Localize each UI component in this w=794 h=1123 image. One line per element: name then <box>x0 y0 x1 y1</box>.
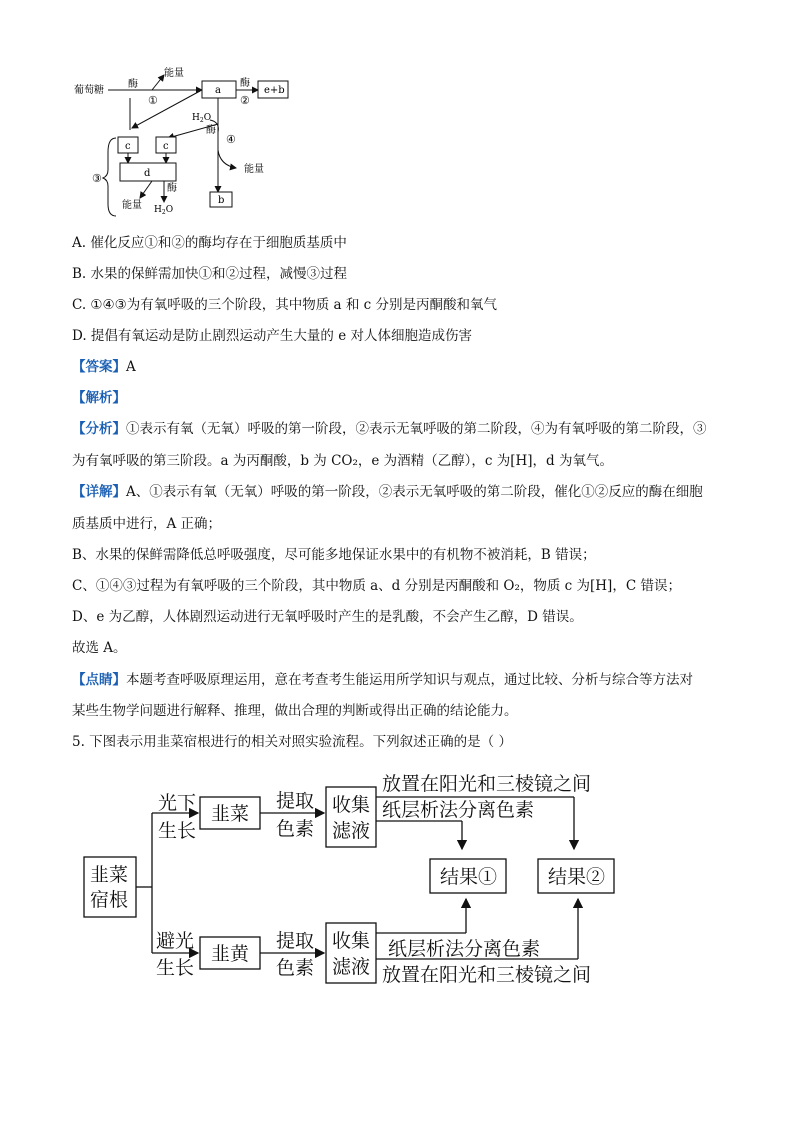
root-label-2: 宿根 <box>90 889 129 911</box>
root-label-1: 韭菜 <box>90 864 129 886</box>
glucose-label: 葡萄糖 <box>74 85 104 96</box>
extract-label-1a: 提取 <box>276 790 315 812</box>
yellow-leek-label: 韭黄 <box>211 943 250 965</box>
xiangjie-tag: 【详解】 <box>72 484 126 500</box>
box-b-label: b <box>218 195 225 206</box>
dark-label-1: 避光 <box>156 930 195 952</box>
filtrate-bottom-2: 滤液 <box>332 956 371 978</box>
result-2-label: 结果② <box>548 866 606 888</box>
option-a: A. 催化反应①和②的酶均存在于细胞质基质中 <box>72 235 347 251</box>
enzyme-label-4: 酶 <box>167 183 177 194</box>
prism-label-top: 放置在阳光和三棱镜之间 <box>382 773 592 795</box>
dianjing-text-1: 本题考查呼吸原理运用，意在考查考生能运用所学知识与观点，通过比较、分析与综合等方法对 <box>126 672 693 688</box>
option-b: B. 水果的保鲜需加快①和②过程，减慢③过程 <box>72 266 348 282</box>
dianjing-tag: 【点睛】 <box>72 672 126 688</box>
xiangjie-c: C、①④③过程为有氧呼吸的三个阶段，其中物质 a、d 分别是丙酮酸和 O₂，物质 c 为[H]，C 错误； <box>72 578 681 594</box>
xiangjie-line-1 <box>72 482 732 502</box>
respiration-diagram <box>60 60 320 220</box>
analysis-line <box>72 388 732 408</box>
h2o-label-2: $H_2O$ <box>154 205 174 216</box>
h2o-label-1: $H_2O$ <box>192 113 212 124</box>
step-3-label: ③ <box>92 172 102 185</box>
fenxi-tag: 【分析】 <box>72 421 126 437</box>
filtrate-top-2: 滤液 <box>332 820 371 842</box>
dianjing-text-2: 某些生物学问题进行解释、推理，做出合理的判断或得出正确的结论能力。 <box>72 703 518 719</box>
box-c-right-label: c <box>163 141 169 152</box>
energy-label-1: 能量 <box>164 68 184 79</box>
extract-label-2b: 色素 <box>276 957 315 979</box>
extract-label-2a: 提取 <box>276 930 315 952</box>
xiangjie-a-2: 质基质中进行，A 正确； <box>72 516 222 532</box>
question-5: 5. 下图表示用韭菜宿根进行的相关对照实验流程。下列叙述正确的是（ ） <box>72 734 512 750</box>
filtrate-top-1: 收集 <box>332 794 371 816</box>
box-a-label: a <box>215 85 221 96</box>
dianjing-line-1 <box>72 670 732 690</box>
xiangjie-a-1: A、①表示有氧（无氧）呼吸的第一阶段，②表示无氧呼吸的第二阶段，催化①②反应的酶在细胞 <box>126 484 703 500</box>
light-label-2: 生长 <box>158 820 197 842</box>
energy-label-2: 能量 <box>244 164 264 175</box>
box-eb-label: e+b <box>264 85 285 96</box>
energy-label-3: 能量 <box>122 200 142 211</box>
fenxi-line-1 <box>72 419 732 439</box>
light-label-1: 光下 <box>158 792 197 814</box>
xiangjie-conclusion: 故选 A。 <box>72 640 127 656</box>
answer-value: A <box>126 359 136 375</box>
xiangjie-d: D、e 为乙醇，人体剧烈运动进行无氧呼吸时产生的是乳酸，不会产生乙醇，D 错误。 <box>72 609 583 625</box>
option-d: D. 提倡有氧运动是防止剧烈运动产生大量的 e 对人体细胞造成伤害 <box>72 328 472 344</box>
dark-label-2: 生长 <box>156 957 195 979</box>
enzyme-label-2: 酶 <box>240 78 250 89</box>
box-d-label: d <box>144 168 151 179</box>
step-1-label: ① <box>148 94 158 107</box>
paper-label-top: 纸层析法分离色素 <box>382 799 535 821</box>
analysis-tag: 【解析】 <box>72 390 126 406</box>
fenxi-text-1: ①表示有氧（无氧）呼吸的第一阶段，②表示无氧呼吸的第二阶段，④为有氧呼吸的第二阶段，③ <box>126 421 707 437</box>
prism-label-bottom: 放置在阳光和三棱镜之间 <box>382 964 592 986</box>
xiangjie-b: B、水果的保鲜需降低总呼吸强度，尽可能多地保证水果中的有机物不被消耗，B 错误； <box>72 547 596 563</box>
paper-label-bottom: 纸层析法分离色素 <box>388 938 541 960</box>
option-c: C. ①④③为有氧呼吸的三个阶段，其中物质 a 和 c 分别是丙酮酸和氧气 <box>72 297 498 313</box>
fenxi-text-2: 为有氧呼吸的第三阶段。a 为丙酮酸，b 为 CO₂，e 为酒精（乙醇），c 为[H]，d 为氧气。 <box>72 453 613 469</box>
answer-line <box>72 357 732 377</box>
experiment-flow-diagram <box>70 765 630 995</box>
leek-label: 韭菜 <box>211 803 250 825</box>
result-1-label: 结果① <box>440 866 498 888</box>
step-2-label: ② <box>240 94 250 107</box>
filtrate-bottom-1: 收集 <box>332 930 371 952</box>
answer-tag: 【答案】 <box>72 359 126 375</box>
box-c-left-label: c <box>125 141 131 152</box>
enzyme-label-3: 酶 <box>206 125 216 136</box>
extract-label-1b: 色素 <box>276 818 315 840</box>
step-4-label: ④ <box>226 133 236 146</box>
enzyme-label-1: 酶 <box>128 79 138 90</box>
